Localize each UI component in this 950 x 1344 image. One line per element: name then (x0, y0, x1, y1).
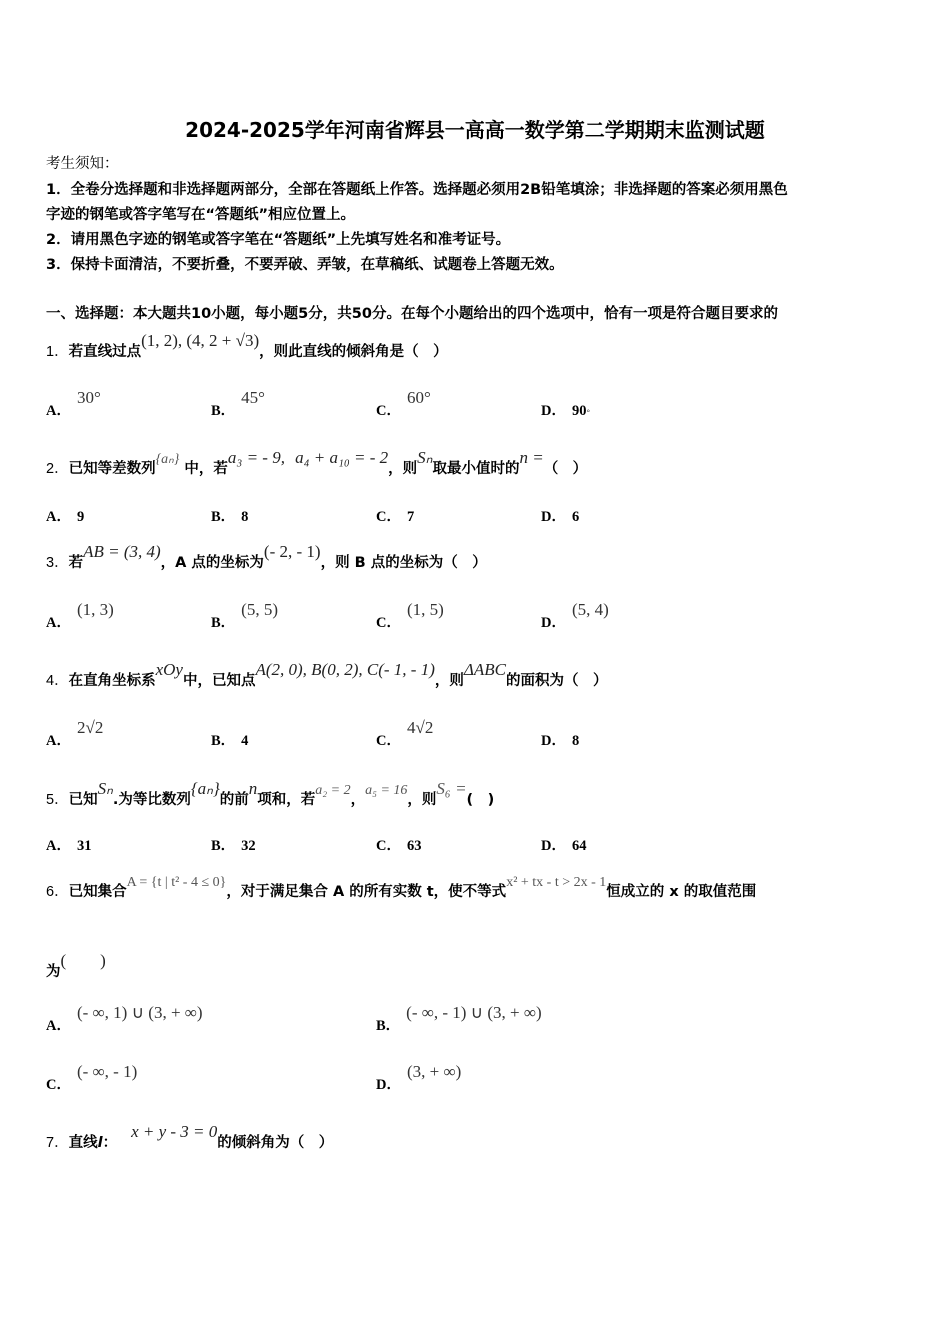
option-value: (- ∞, - 1) ∪ (3, + ∞) (406, 1003, 542, 1022)
question-text: 项和，若 (257, 792, 316, 808)
math-expression: Sₙ (417, 448, 433, 467)
notice-heading: 考生须知： (46, 156, 119, 172)
question-text: 恒成立的 x 的取值范围 (606, 884, 757, 900)
option-b[interactable]: B．(5, 5) (211, 600, 278, 631)
option-value: 31 (76, 838, 92, 854)
question-text: 的倾斜角为（ ） (217, 1135, 334, 1151)
question-text: ，则 (388, 461, 418, 477)
option-value: 8 (571, 733, 580, 749)
question-text: ，对于满足集合 A 的所有实数 t，使不等式 (226, 884, 507, 900)
option-value: 7 (406, 509, 415, 525)
math-expression: ( ) (60, 951, 106, 970)
question-number: 5． (46, 792, 69, 808)
option-value: 64 (571, 838, 587, 854)
option-c[interactable]: C．(- ∞, - 1) (46, 1062, 138, 1093)
notice-item: 2．请用黑色字迹的钢笔或答字笔在“答题纸”上先填写姓名和准考证号。 (46, 232, 511, 248)
question-6-cont (46, 951, 106, 981)
notice-item: 1．全卷分选择题和非选择题两部分，全部在答题纸上作答。选择题必须用2B铅笔填涂；非选择题的答案必须用黑色 (46, 182, 788, 198)
math-expression: (- 2, - 1) (263, 542, 321, 561)
question-text: ： (102, 1135, 118, 1151)
option-a[interactable]: A．(- ∞, 1) ∪ (3, + ∞) (46, 1003, 203, 1034)
question-text: ( ) (466, 792, 495, 808)
math-expression: n (248, 779, 258, 798)
question-3 (46, 542, 487, 572)
question-text: ，则 B 点的坐标为（ ） (320, 555, 487, 571)
math-expression: {aₙ} (190, 779, 220, 798)
math-expression: Sₙ (97, 779, 113, 798)
option-b[interactable]: B． 8 (211, 509, 249, 525)
option-c[interactable]: C． 7 (376, 509, 415, 525)
option-value: (5, 4) (571, 600, 609, 619)
question-text: 在直角坐标系 (68, 673, 156, 689)
option-b[interactable]: B．45° (211, 388, 265, 419)
question-text: 已知集合 (68, 884, 127, 900)
question-text: 中，已知点 (182, 673, 256, 689)
option-d[interactable]: D． 64 (541, 838, 587, 854)
line-name: l (97, 1135, 103, 1151)
option-value: (5, 5) (241, 600, 278, 619)
math-expression: ΔABC (463, 660, 506, 679)
math-expression: a₅ = 16 (365, 783, 408, 798)
math-expression: A = {t | t² - 4 ≤ 0} (126, 875, 227, 890)
option-value: (1, 5) (406, 600, 444, 619)
question-text: .为等比数列 (112, 792, 191, 808)
option-b[interactable]: B． 4 (211, 733, 249, 749)
question-number: 2． (46, 461, 69, 477)
option-value: 60° (406, 388, 431, 407)
question-number: 1． (46, 344, 69, 360)
math-expression: AB = (3, 4) (83, 542, 161, 561)
option-c[interactable]: C．4√2 (376, 718, 434, 749)
question-1 (46, 331, 448, 361)
option-value: 90 (571, 403, 587, 419)
math-expression: A(2, 0), B(0, 2), C(- 1, - 1) (255, 660, 435, 679)
math-expression: n = (519, 448, 544, 467)
question-text: 若 (68, 555, 84, 571)
question-text: 取最小值时的 (432, 461, 520, 477)
option-value: (- ∞, - 1) (76, 1062, 138, 1081)
math-expression: xOy (155, 660, 183, 679)
option-a[interactable]: A．(1, 3) (46, 600, 114, 631)
question-text: 已知等差数列 (68, 461, 156, 477)
question-text: ，A 点的坐标为 (160, 555, 264, 571)
question-2 (46, 448, 588, 478)
option-c[interactable]: C． 63 (376, 838, 422, 854)
option-value: 9 (76, 509, 85, 525)
math-expression: S₆ = (436, 779, 467, 798)
option-value: 4 (241, 733, 249, 749)
math-expression: x² + tx - t > 2x - 1 (506, 875, 607, 890)
option-b[interactable]: B． 32 (211, 838, 256, 854)
option-a[interactable]: A．2√2 (46, 718, 104, 749)
option-a[interactable]: A．30° (46, 388, 101, 419)
question-text: 已知 (68, 792, 98, 808)
page-title: 2024-2025学年河南省辉县一高高一数学第二学期期末监测试题 (185, 118, 765, 142)
option-a[interactable]: A． 9 (46, 509, 85, 525)
option-d[interactable]: D．(5, 4) (541, 600, 609, 631)
question-text: 为 (46, 964, 61, 980)
math-expression: (1, 2), (4, 2 + √3) (141, 331, 260, 350)
question-text: 的前 (219, 792, 249, 808)
question-text: 若直线过点 (68, 344, 142, 360)
question-text: ，则 (407, 792, 437, 808)
option-c[interactable]: C．60° (376, 388, 431, 419)
option-value: 45° (241, 388, 265, 407)
math-expression: a₂ = 2 (315, 783, 351, 798)
question-number: 4． (46, 673, 69, 689)
option-value: (- ∞, 1) ∪ (3, + ∞) (76, 1003, 203, 1022)
option-value: 8 (241, 509, 249, 525)
option-d[interactable]: D． 90◦ (541, 403, 591, 419)
section-heading: 一、选择题：本大题共10小题，每小题5分，共50分。在每个小题给出的四个选项中，恰有一项是符合题目要求的 (46, 306, 778, 322)
option-value: 4√2 (406, 718, 434, 737)
math-expression: x + y - 3 = 0 (131, 1122, 218, 1141)
option-b[interactable]: B．(- ∞, - 1) ∪ (3, + ∞) (376, 1003, 542, 1034)
math-expression: a₃ = - 9, (227, 448, 285, 467)
math-expression: a₄ + a₁₀ = - 2 (295, 448, 389, 467)
question-number: 6． (46, 884, 69, 900)
question-text: 中，若 (184, 461, 228, 477)
question-number: 3． (46, 555, 69, 571)
question-6 (46, 875, 757, 901)
option-value: (1, 3) (76, 600, 114, 619)
question-text: 直线 (68, 1135, 98, 1151)
question-4 (46, 660, 608, 690)
question-text: ，则 (434, 673, 464, 689)
option-a[interactable]: A． 31 (46, 838, 92, 854)
option-value: 63 (406, 838, 422, 854)
option-value: 6 (571, 509, 580, 525)
question-text: ， (350, 792, 366, 808)
notice-item: 字迹的钢笔或答字笔写在“答题纸”相应位置上。 (46, 207, 356, 223)
question-5 (46, 779, 495, 809)
option-d[interactable]: D． 6 (541, 509, 580, 525)
option-c[interactable]: C．(1, 5) (376, 600, 444, 631)
question-text: 的面积为（ ） (505, 673, 608, 689)
math-expression: {aₙ} (155, 452, 180, 467)
question-text: （ ） (543, 461, 588, 477)
question-7 (46, 1122, 334, 1152)
notice-item: 3．保持卡面清洁，不要折叠，不要弄破、弄皱，在草稿纸、试题卷上答题无效。 (46, 257, 564, 273)
question-number: 7． (46, 1135, 69, 1151)
option-d[interactable]: D．(3, + ∞) (376, 1062, 462, 1093)
option-d[interactable]: D． 8 (541, 733, 580, 749)
option-value: (3, + ∞) (406, 1062, 462, 1081)
option-value: 2√2 (76, 718, 104, 737)
option-value: 30° (76, 388, 101, 407)
question-text: ，则此直线的倾斜角是（ ） (259, 344, 448, 360)
option-value: 32 (241, 838, 256, 854)
